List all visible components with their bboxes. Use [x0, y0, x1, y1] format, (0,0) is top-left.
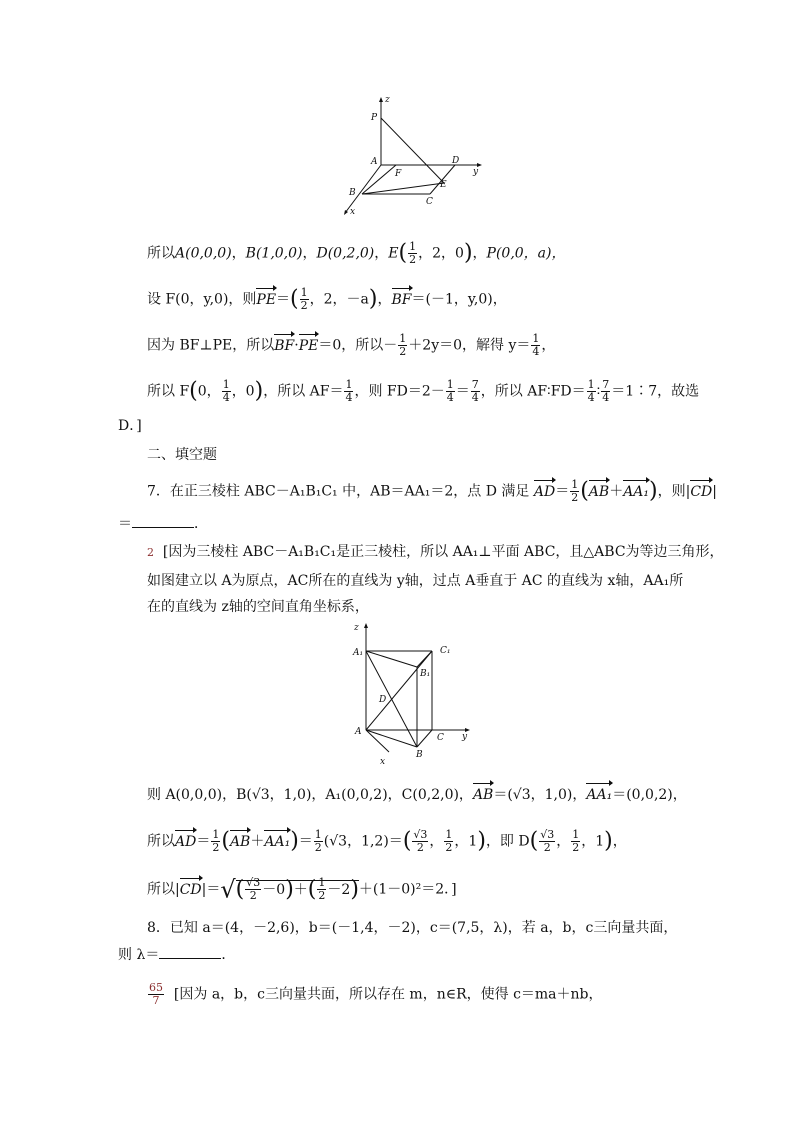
label-y: y — [473, 167, 479, 177]
l13-b: ＝ — [196, 833, 211, 850]
l4-d2: 4 — [345, 391, 353, 404]
edge-BF — [362, 165, 396, 194]
text-line-10: 如图建立以 A为原点，AC所在的直线为 y轴，过点 A垂直于 AC 的直线为 x轴，AA₁所 — [147, 573, 684, 589]
l3-d2: 4 — [532, 345, 540, 358]
l3-n1: 1 — [399, 332, 407, 345]
label2-A: A — [355, 727, 362, 737]
l4-b: 0， — [197, 383, 221, 400]
edge-CD — [430, 165, 455, 194]
l1-B: B(1,0,0) — [245, 245, 303, 262]
l14-d1: 2 — [249, 889, 257, 902]
q7-vec-AB: AB — [588, 483, 610, 500]
l4-d5: 4 — [587, 391, 595, 404]
l13-a: 所以 — [147, 833, 175, 850]
blank-line — [132, 515, 194, 528]
l12-a: 则 A(0,0,0)，B(√3，1,0)，A₁(0,0,2)，C(0,2,0)， — [147, 787, 473, 803]
text-line-14: 所以|CD|＝√( $\frac{√3}{2}$ －0)＋( $\frac{1}{2}$ －2)＋(1－0)²＝2．] — [147, 875, 457, 904]
l2-vec-BF: BF — [391, 291, 412, 308]
l13-vec-AB: AB — [229, 833, 251, 850]
l4-n5: 1 — [587, 378, 595, 391]
l4-n4: 7 — [471, 378, 479, 391]
text-line-4: 所以 F(0， $\frac{1}{4}$ ，0)，所以 AF＝ $\frac{1}{4}$ ，则 FD＝2－ $\frac{1}{4}$ ＝ $\frac{7}{4}$ ，所以 AF∶FD＝ $\frac{1}{4}$ ∶ $\frac{7}{4}$ ＝1∶7，故选 — [147, 378, 700, 404]
l14-d2: 2 — [318, 889, 326, 902]
l4-c: ，0 — [231, 383, 255, 400]
q7-vec-CD: CD — [690, 483, 713, 500]
l13-f: ，1 — [454, 833, 478, 850]
text-line-9 — [147, 543, 724, 562]
l14-e: －2 — [327, 881, 351, 898]
l2-eq: ＝ — [276, 291, 291, 308]
l13-n3: √3 — [413, 828, 428, 841]
l16-end: ． — [221, 947, 236, 963]
l2-d: 2 — [300, 299, 308, 312]
l3-c: ＋2y＝0，解得 y＝ — [408, 337, 531, 354]
l13-d2: 2 — [314, 841, 322, 854]
l4-h: ∶ — [596, 383, 601, 400]
l12-vec-AA1: AA₁ — [586, 787, 613, 803]
l13-e: ， — [429, 833, 444, 850]
l4-i: ＝1∶7，故选 — [611, 383, 700, 400]
q7-vec-AA1: AA₁ — [623, 483, 650, 500]
q7-end: | — [712, 483, 717, 500]
l13-end: ， — [612, 833, 627, 850]
question-7: 7．在正三棱柱 ABC－A₁B₁C₁ 中，AB＝AA₁＝2，点 D 满足 AD＝ $\frac{1}{2}$ (AB＋AA₁)，则|CD| — [147, 478, 717, 504]
l4-g: ，所以 AF∶FD＝ — [480, 383, 586, 400]
answer-7: 2 — [147, 546, 154, 559]
edge-PE — [381, 118, 444, 183]
l9: [因为三棱柱 ABC－A₁B₁C₁是正三棱柱，所以 AA₁⊥平面 ABC，且△ABC为等边三角形， — [162, 544, 724, 560]
l1-P: P(0,0，a)， — [486, 245, 566, 262]
q7-a: 7．在正三棱柱 ABC－A₁B₁C₁ 中，AB＝AA₁＝2，点 D 满足 — [147, 483, 534, 500]
l13-d5: 2 — [543, 841, 551, 854]
l13-vec-AD: AD — [175, 833, 197, 850]
l13-vec-AA1: AA₁ — [264, 833, 291, 850]
text-line-2: 设 F(0，y,0)，则PE＝( $\frac{1}{2}$ ，2，－a)，BF＝(－1，y,0)， — [147, 286, 507, 312]
l1-prefix: 所以 — [147, 245, 175, 262]
l13-n6: 1 — [572, 828, 580, 841]
answer-8-num: 65 — [149, 981, 163, 994]
label-D: D — [452, 156, 460, 166]
l13-n2: 1 — [314, 828, 322, 841]
q7-n: 1 — [571, 478, 579, 491]
l1-E: E — [388, 245, 399, 262]
section-heading: 二、填空题 — [147, 447, 217, 463]
l1-D: D(0,2,0) — [316, 245, 375, 262]
q7-d: 2 — [571, 491, 579, 504]
l14-b: |＝ — [201, 881, 221, 898]
l13-n1: 1 — [212, 828, 220, 841]
l8-end: ． — [194, 516, 208, 532]
l16-a: 则 λ＝ — [118, 947, 160, 963]
l1-En: 1 — [409, 240, 417, 253]
l2-vec-PE: PE — [256, 291, 277, 308]
l4-n1: 1 — [222, 378, 230, 391]
l14-n1: √3 — [246, 876, 261, 889]
l4-n6: 7 — [602, 378, 610, 391]
edge-BE — [362, 183, 444, 194]
l4-n2: 1 — [345, 378, 353, 391]
text-line-12 — [147, 786, 687, 804]
l13-d: (√3，1,2)＝ — [323, 833, 403, 850]
l3-a: 因为 BF⊥PE，所以 — [147, 337, 275, 354]
l2-prefix: 设 — [147, 291, 161, 308]
l3-dot: · — [294, 337, 299, 354]
x-axis — [345, 165, 381, 213]
l13-n5: √3 — [540, 828, 555, 841]
q7-vec-AD: AD — [533, 483, 556, 500]
l14-n2: 1 — [318, 876, 326, 889]
l17: [因为 a，b，c三向量共面，所以存在 m，n∈R，使得 c＝ma＋nb， — [173, 986, 603, 1003]
l1-Erest: ，2，0 — [418, 245, 464, 262]
l12-vec-AB: AB — [472, 787, 494, 803]
l4-e: ，则 FD＝2－ — [354, 383, 445, 400]
l14-a: 所以| — [147, 881, 180, 898]
l13-c: ＝ — [298, 833, 313, 850]
l2-rest: ，2，－a — [309, 291, 369, 308]
l4-d1: 4 — [222, 391, 230, 404]
blank-line-8 — [159, 946, 221, 959]
l13-d1: 2 — [212, 841, 220, 854]
text-line-17 — [147, 982, 603, 1007]
l1-Ed: 2 — [409, 253, 417, 266]
l13-d3: 2 — [416, 841, 424, 854]
l12-c: ＝(0,0,2)， — [612, 787, 687, 803]
text-line-3 — [147, 333, 555, 358]
l2-bfval: ＝(－1，y,0)， — [411, 291, 507, 308]
l3-d1: 2 — [399, 345, 407, 358]
label2-B: B — [416, 750, 423, 760]
l13-d6: 2 — [572, 841, 580, 854]
answer-8-den: 7 — [152, 994, 160, 1007]
l4-d: ，所以 AF＝ — [263, 383, 344, 400]
l2-F: F(0，y,0)，则 — [165, 291, 257, 308]
l13-g: ，即 D — [485, 833, 530, 850]
label2-y: y — [462, 732, 468, 742]
label-B: B — [349, 188, 356, 198]
text-line-11: 在的直线为 z轴的空间直角坐标系， — [147, 599, 369, 615]
q7-b: ＝ — [555, 483, 570, 500]
label2-x: x — [380, 757, 386, 767]
l1-A: A(0,0,0) — [175, 245, 232, 262]
label2-C1: C₁ — [440, 646, 451, 656]
l14-c: －0 — [262, 881, 286, 898]
l13-h: ， — [556, 833, 571, 850]
label-A: A — [371, 157, 378, 167]
l13-n4: 1 — [445, 828, 453, 841]
q7-c: ，则| — [657, 483, 691, 500]
l4-d6: 4 — [602, 391, 610, 404]
l14-vec-CD: CD — [179, 881, 202, 898]
label-E: E — [440, 180, 447, 190]
l4-f: ＝ — [455, 383, 470, 400]
l13-plus: ＋ — [250, 833, 265, 850]
text-line-13: 所以AD＝ $\frac{1}{2}$ (AB＋AA₁)＝ $\frac{1}{2}$ (√3，1,2)＝( $\frac{√3}{2}$ ， $\frac{1}{2}$ ，1)，即 D( $\frac{√3}{2}$ ， $\frac{1}{2}$ ，1)， — [147, 828, 627, 854]
label2-C: C — [437, 733, 444, 743]
label-x: x — [350, 207, 356, 217]
l13-i: ，1 — [581, 833, 605, 850]
l3-vec-BF: BF — [274, 337, 295, 354]
label-C: C — [426, 197, 433, 207]
l4-d4: 4 — [471, 391, 479, 404]
l12-b: ＝(√3，1,0)， — [493, 787, 587, 803]
label-P: P — [371, 113, 378, 123]
label2-A1: A₁ — [353, 648, 364, 658]
l4-d3: 4 — [446, 391, 454, 404]
label2-z: z — [354, 623, 359, 633]
l4-a: 所以 F — [147, 383, 190, 400]
l3-vec-PE: PE — [298, 337, 319, 354]
l3-n2: 1 — [532, 332, 540, 345]
answer-blank-8 — [118, 946, 235, 964]
l3-b: ＝0，所以－ — [318, 337, 398, 354]
label2-B1: B₁ — [420, 669, 431, 679]
label2-D: D — [379, 695, 387, 705]
l3-end: ， — [541, 337, 556, 354]
l14-f: ＋(1－0)²＝2．] — [358, 881, 457, 898]
question-8: 8．已知 a＝(4，－2,6)，b＝(－1,4，－2)，c＝(7,5，λ)，若 a，b，c三向量共面， — [147, 920, 678, 936]
answer-blank-7 — [118, 515, 208, 533]
label-F: F — [395, 169, 402, 179]
l4-n3: 1 — [446, 378, 454, 391]
l2-n: 1 — [300, 286, 308, 299]
text-line-5: D．] — [118, 418, 142, 434]
l8-eq: ＝ — [118, 516, 132, 532]
l13-d4: 2 — [445, 841, 453, 854]
l14-d: ＋ — [293, 881, 308, 898]
q7-plus: ＋ — [609, 483, 624, 500]
text-line-1: 所以A(0,0,0)，B(1,0,0)，D(0,2,0)，E( $\frac{1}{2}$ ，2，0)，P(0,0，a)， — [147, 240, 566, 266]
label-z: z — [385, 95, 390, 105]
